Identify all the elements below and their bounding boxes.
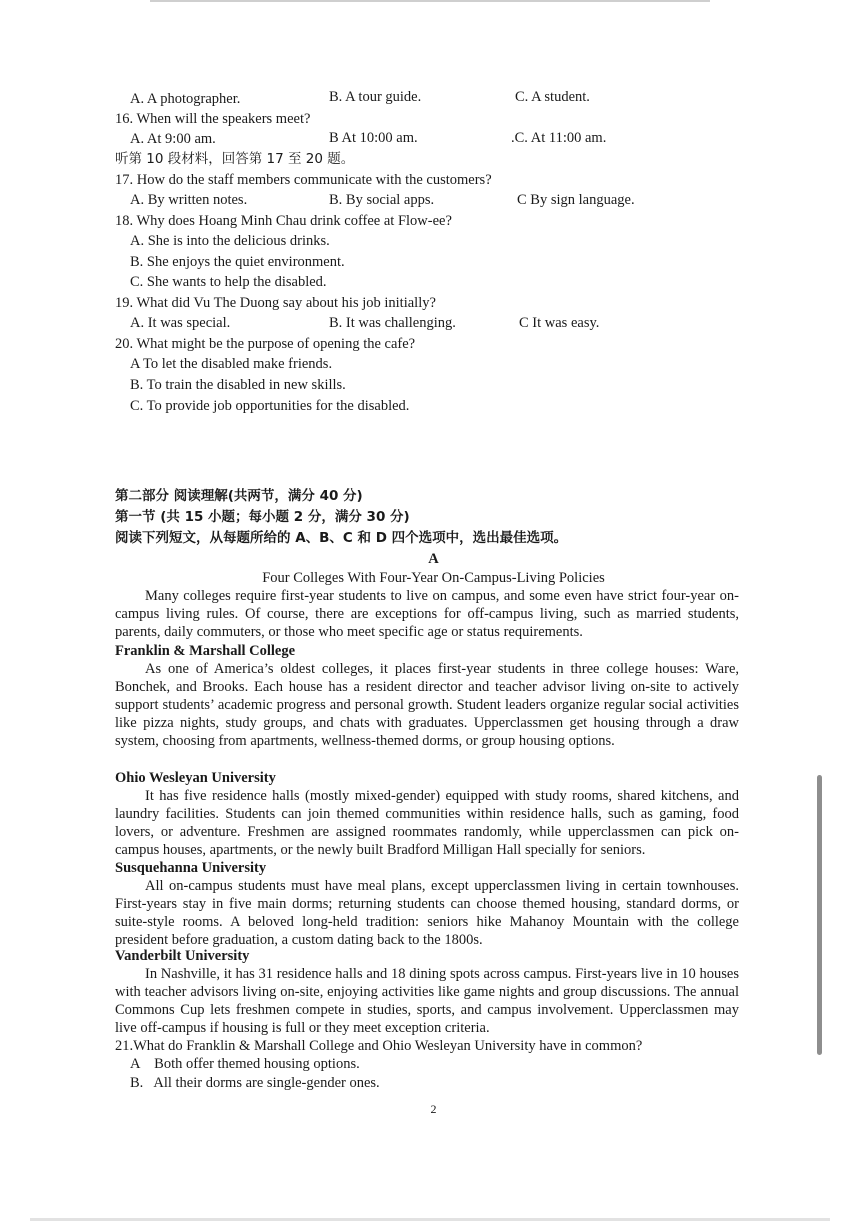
passage-intro: Many colleges require first-year students to live on campus, and some even have strict four-year on-campus living rules. Of course, there are exceptions for off-campus living, such as married students, parents, daily commuters, or those who meet specific age or status requirements. xyxy=(115,588,739,641)
q20-option-b: B. To train the disabled in new skills. xyxy=(130,377,346,393)
q15-option-c: C. A student. xyxy=(515,89,590,105)
passage-label: A xyxy=(428,551,439,567)
q16-option-a: A. At 9:00 am. xyxy=(130,131,216,147)
q15-option-a: A. A photographer. xyxy=(130,91,241,107)
top-edge-line xyxy=(150,0,710,2)
q16-stem: 16. When will the speakers meet? xyxy=(115,111,311,127)
college-heading-susquehanna: Susquehanna University xyxy=(115,860,267,876)
section-one-title: 第一节 (共 15 小题；每小题 2 分，满分 30 分) xyxy=(115,509,410,525)
q20-option-c: C. To provide job opportunities for the disabled. xyxy=(130,398,410,414)
q19-option-c: C It was easy. xyxy=(519,315,600,331)
q17-option-b: B. By social apps. xyxy=(329,192,435,208)
scrollbar-thumb[interactable] xyxy=(817,775,822,1055)
page-number: 2 xyxy=(430,1102,437,1116)
part-two-title: 第二部分 阅读理解(共两节，满分 40 分) xyxy=(115,488,363,504)
q16-option-c: .C. At 11:00 am. xyxy=(511,130,607,146)
bottom-edge-line xyxy=(30,1218,830,1221)
q18-option-a: A. She is into the delicious drinks. xyxy=(130,233,330,249)
q21-option-b: B. All their dorms are single-gender ones. xyxy=(130,1075,380,1091)
q18-option-b: B. She enjoys the quiet environment. xyxy=(130,254,345,270)
college-text-ohio-wesleyan: It has five residence halls (mostly mixed-gender) equipped with study rooms, shared kitchens, and laundry facilities. Students can join themed communities within residence halls, such as gaming, food lovers, or adventure. Freshmen are assigned roommates randomly, while upperclassmen can pick on-campus houses, apartments, or the newly built Bradford Milligan Hall specially for seniors. xyxy=(115,788,739,859)
q21-stem: 21.What do Franklin & Marshall College and Ohio Wesleyan University have in common? xyxy=(115,1038,643,1054)
college-heading-ohio-wesleyan: Ohio Wesleyan University xyxy=(115,770,276,786)
q19-option-a: A. It was special. xyxy=(130,315,231,331)
q15-option-b: B. A tour guide. xyxy=(329,89,422,105)
section10-intro: 听第 10 段材料，回答第 17 至 20 题。 xyxy=(115,151,355,167)
q18-stem: 18. Why does Hoang Minh Chau drink coffee at Flow-ee? xyxy=(115,213,452,229)
q16-option-b: B At 10:00 am. xyxy=(329,130,418,146)
q17-stem: 17. How do the staff members communicate with the customers? xyxy=(115,172,492,188)
q20-option-a: A To let the disabled make friends. xyxy=(130,356,333,372)
college-heading-vanderbilt: Vanderbilt University xyxy=(115,948,250,964)
q20-stem: 20. What might be the purpose of opening the cafe? xyxy=(115,336,416,352)
q17-option-a: A. By written notes. xyxy=(130,192,248,208)
college-text-susquehanna: All on-campus students must have meal plans, except upperclassmen living in certain townhouses. First-years stay in five main dorms; returning students can choose themed housing, standard dorms, or suite-style rooms. A beloved long-held tradition: seniors hike Mahanoy Mountain with the college president before graduation, a custom dating back to the 1800s. xyxy=(115,878,739,949)
q19-stem: 19. What did Vu The Duong say about his job initially? xyxy=(115,295,436,311)
q18-option-c: C. She wants to help the disabled. xyxy=(130,274,327,290)
passage-title: Four Colleges With Four-Year On-Campus-Living Policies xyxy=(262,570,605,586)
college-text-vanderbilt: In Nashville, it has 31 residence halls and 18 dining spots across campus. First-years live in 10 houses with teacher advisors living on-site, enjoying activities like game nights and group discussions. The annual Commons Cup lets freshmen compete in studies, sports, and campus involvement. Upperclassmen may live off-campus if housing is full or they meet exception criteria. xyxy=(115,966,739,1037)
q17-option-c: C By sign language. xyxy=(517,192,635,208)
q21-option-a: A Both offer themed housing options. xyxy=(130,1056,360,1072)
college-text-franklin-marshall: As one of America’s oldest colleges, it places first-year students in three college houses: Ware, Bonchek, and Brooks. Each house has a resident director and teacher advisor living on-site to actively support students’ academic progress and personal growth. Student leaders organize regular social activities like pizza nights, study groups, and chats with graduates. Upperclassmen get housing through a draw system, choosing from apartments, wellness-themed dorms, or group housing options. xyxy=(115,661,739,750)
q19-option-b: B. It was challenging. xyxy=(329,315,456,331)
reading-instructions: 阅读下列短文，从每题所给的 A、B、C 和 D 四个选项中，选出最佳选项。 xyxy=(115,530,568,546)
college-heading-franklin-marshall: Franklin & Marshall College xyxy=(115,643,296,659)
